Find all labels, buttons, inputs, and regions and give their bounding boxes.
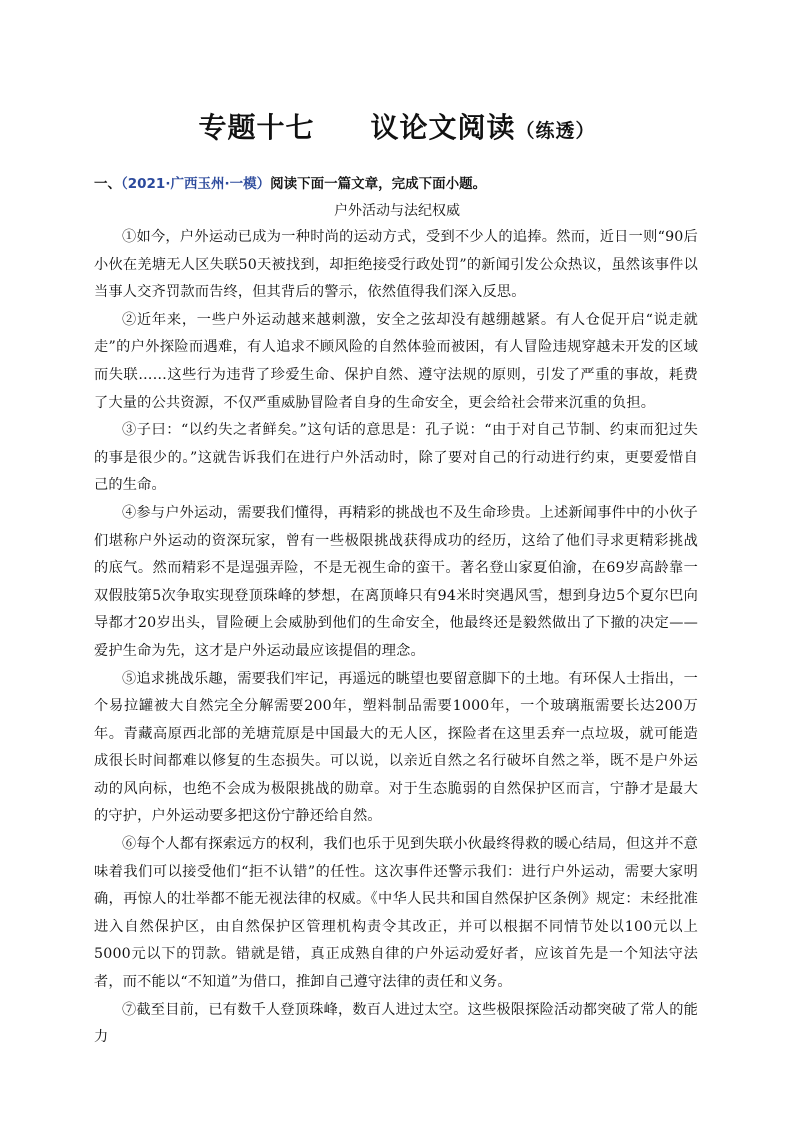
paragraph-7: ⑦截至目前，已有数千人登顶珠峰，数百人进过太空。这些极限探险活动都突破了常人的能力 (94, 1001, 698, 1046)
paragraph-4: ④参与户外运动，需要我们懂得，再精彩的挑战也不及生命珍贵。上述新闻事件中的小伙子们堪称户外运动的资深玩家，曾有一些极限挑战获得成功的经历，这给了他们寻求更精彩挑战的底气。然而精彩不是逞强弄险，不是无视生命的蛮干。著名登山家夏伯渝，在69岁高龄靠一双假肢第5次争取实现登顶珠峰的梦想，在离顶峰只有94米时突遇风雪，想到身边5个夏尔巴向导都才20岁出头，冒险硬上会威胁到他们的生命安全，他最终还是毅然做出了下撤的决定——爱护生命为先，这才是户外运动最应该提倡的理念。 (94, 504, 698, 659)
paragraph-2: ②近年来，一些户外运动越来越刺激，安全之弦却没有越绷越紧。有人仓促开启“说走就走”的户外探险而遇难，有人追求不顾风险的自然体验而被困，有人冒险违规穿越未开发的区域而失联……这些行为违背了珍爱生命、保护自然、遵守法规的原则，引发了严重的事故，耗费了大量的公共资源，不仅严重威胁冒险者自身的生命安全，更会给社会带来沉重的负担。 (94, 311, 698, 411)
question-number: 一、 (94, 176, 121, 192)
article-body (94, 224, 698, 1052)
title-main: 专题十七 (198, 111, 315, 144)
page-title (0, 106, 794, 146)
question-instruction: 阅读下面一篇文章，完成下面小题。 (270, 176, 487, 192)
paragraph-1: ①如今，户外运动已成为一种时尚的运动方式，受到不少人的追捧。然而，近日一则“90后小伙在羌塘无人区失联50天被找到，却拒绝接受行政处罚”的新闻引发公众热议，虽然该事件以当事人交齐罚款而告终，但其背后的警示，依然值得我们深入反思。 (94, 229, 698, 301)
title-sub: （练透） (515, 120, 596, 142)
question-heading (94, 172, 704, 192)
question-source: （2021·广西玉州·一模） (121, 176, 271, 192)
article-title: 户外活动与法纪权威 (334, 203, 460, 219)
paragraph-5: ⑤追求挑战乐趣，需要我们牢记，再遥远的眺望也要留意脚下的土地。有环保人士指出，一个易拉罐被大自然完全分解需要200年，塑料制品需要1000年，一个玻璃瓶需要长达200万年。青藏高原西北部的羌塘荒原是中国最大的无人区，探险者在这里丢弃一点垃圾，就可能造成很长时间都难以修复的生态损失。可以说，以亲近自然之名行破坏自然之举，既不是户外运动的风向标，也绝不会成为极限挑战的勋章。对于生态脆弱的自然保护区而言，宁静才是最大的守护，户外运动要多把这份宁静还给自然。 (94, 670, 698, 825)
paragraph-6: ⑥每个人都有探索远方的权利，我们也乐于见到失联小伙最终得救的暖心结局，但这并不意味着我们可以接受他们“拒不认错”的任性。这次事件还警示我们：进行户外运动，需要大家明确，再惊人的壮举都不能无视法律的权威。《中华人民共和国自然保护区条例》规定：未经批准进入自然保护区，由自然保护区管理机构责令其改正，并可以根据不同情节处以100元以上5000元以下的罚款。错就是错，真正成熟自律的户外运动爱好者，应该首先是一个知法守法者，而不能以“不知道”为借口，推卸自己遵守法律的责任和义务。 (94, 836, 698, 991)
title-topic: 议论文阅读 (370, 111, 516, 144)
paragraph-3: ③子曰：“以约失之者鲜矣。”这句话的意思是：孔子说：“由于对自己节制、约束而犯过失的事是很少的。”这就告诉我们在进行户外活动时，除了要对自己的行动进行约束，更要爱惜自己的生命。 (94, 422, 698, 494)
